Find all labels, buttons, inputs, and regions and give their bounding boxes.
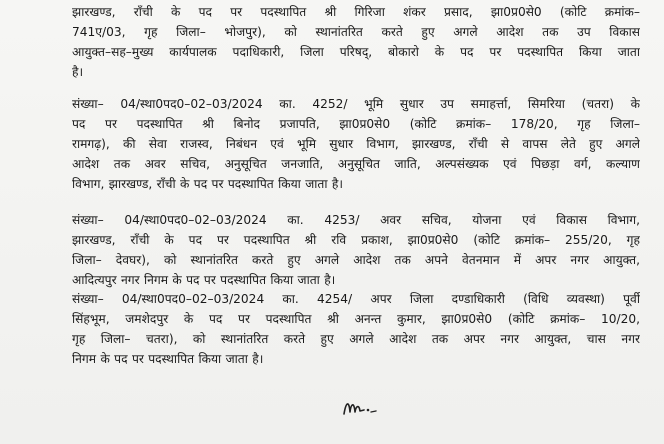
- text-line: आयुक्त–सह–मुख्य कार्यपालक पदाधिकारी, जिला परिषद्, बोकारो के पद पर पदस्थापित किया जाता: [72, 45, 640, 59]
- order-paragraph-1: [72, 2, 640, 82]
- text-line: झारखण्ड, राँची के पद पर पदस्थापित श्री गिरिजा शंकर प्रसाद, झा0प्र0से0 (कोटि क्रमांक–: [72, 5, 640, 19]
- text-line: आदेश तक अवर सचिव, अनुसूचित जनजाति, अनुसूचित जाति, अल्पसंख्यक एवं पिछड़ा वर्ग, कल्याण: [72, 157, 640, 171]
- signature-mark: [340, 392, 380, 422]
- text-line: पद पर पदस्थापित श्री बिनोद प्रजापति, झा0प्र0से0 (कोटि क्रमांक– 178/20, गृह जिला–: [72, 117, 640, 131]
- text-line: गृह जिला– चतरा), को स्थानांतरित करते हुए अगले आदेश तक अपर नगर आयुक्त, चास नगर: [72, 332, 640, 346]
- text-line: विभाग, झारखण्ड, राँची के पद पर पदस्थापित किया जाता है।: [72, 177, 343, 191]
- text-line: है।: [72, 65, 84, 79]
- text-line: झारखण्ड, राँची के पद पर पदस्थापित श्री रवि प्रकाश, झा0प्र0से0 (कोटि क्रमांक– 255/20, गृह: [72, 233, 640, 247]
- order-paragraph-3: [72, 210, 640, 290]
- order-paragraph-4: [72, 289, 640, 369]
- text-line: 741ए/03, गृह जिला– भोजपुर), को स्थानांतरित करते हुए अगले आदेश तक उप विकास: [72, 25, 640, 39]
- text-line: रामगढ़), की सेवा राजस्व, निबंधन एवं भूमि सुधार विभाग, झारखण्ड, राँची से वापस लेते हुए अगले: [72, 137, 640, 151]
- text-line: संख्या– 04/स्था0पद0–02–03/2024 का. 4254/ अपर जिला दण्डाधिकारी (विधि व्यवस्था) पूर्वी: [72, 292, 640, 306]
- text-line: संख्या– 04/स्था0पद0–02–03/2024 का. 4252/ भूमि सुधार उप समाहर्त्ता, सिमरिया (चतरा) के: [72, 97, 640, 111]
- text-line: आदित्यपुर नगर निगम के पद पर पदस्थापित किया जाता है।: [72, 273, 336, 287]
- text-line: निगम के पद पर पदस्थापित किया जाता है।: [72, 352, 264, 366]
- order-paragraph-2: [72, 94, 640, 194]
- text-line: संख्या– 04/स्था0पद0–02–03/2024 का. 4253/ अवर सचिव, योजना एवं विकास विभाग,: [72, 213, 640, 227]
- text-line: सिंहभूम, जमशेदपुर के पद पर पदस्थापित श्री अनन्त कुमार, झा0प्र0से0 (कोटि क्रमांक– 10/20,: [72, 312, 640, 326]
- text-line: जिला– देवघर), को स्थानांतरित करते हुए अगले आदेश तक अपने वेतनमान में अपर नगर आयुक्त,: [72, 253, 640, 267]
